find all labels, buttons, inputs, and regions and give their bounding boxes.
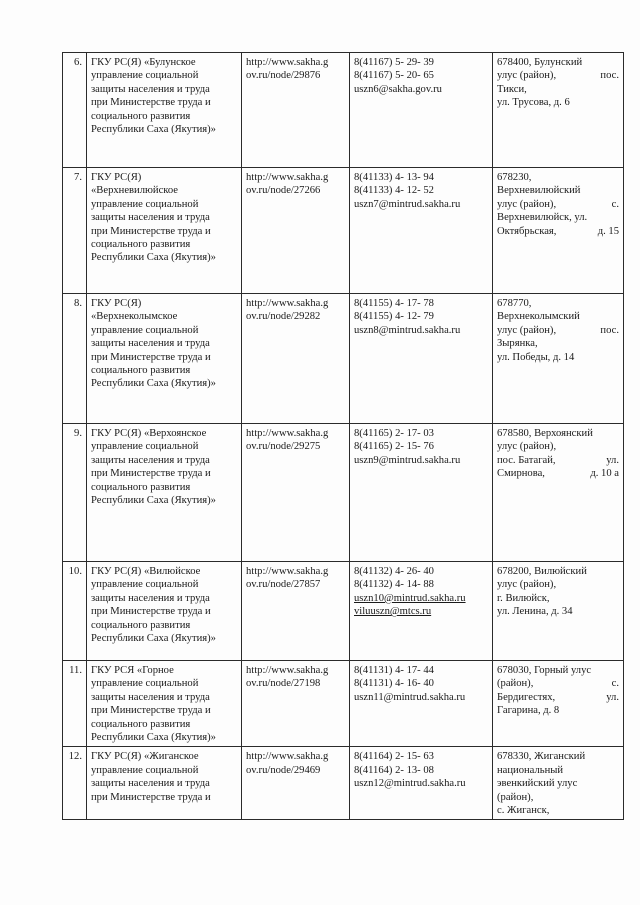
contacts-cell — [350, 168, 493, 294]
email-address: uszn12@mintrud.sakha.ru — [354, 778, 466, 790]
contacts-cell — [350, 661, 493, 747]
table-row — [63, 53, 624, 168]
phone-number: 8(41131) 4- 16- 40 — [354, 678, 434, 690]
website-link: http://www.sakha.g — [246, 428, 329, 439]
phone-number: 8(41165) 2- 17- 03 — [354, 428, 434, 439]
contacts-cell — [350, 747, 493, 820]
email-address: uszn9@mintrud.sakha.ru — [354, 454, 461, 466]
row-number: 9. — [63, 424, 87, 562]
website-cell: http://www.sakha.g ov.ru/node/29282 — [242, 294, 350, 424]
contacts-cell — [350, 294, 493, 424]
row-number: 10. — [63, 562, 87, 661]
table-row — [63, 294, 624, 424]
phone-number: 8(41155) 4- 12- 79 — [354, 311, 434, 323]
row-number: 8. — [63, 294, 87, 424]
institution-name-cell: ГКУ РС(Я) «Верхневилюйское управление социальной защиты населения и труда при Министерстве труда и социального развития Республики Саха (Якутия)» — [87, 168, 242, 294]
phone-number: 8(41132) 4- 14- 88 — [354, 579, 434, 591]
email-address: uszn8@mintrud.sakha.ru — [354, 324, 461, 336]
table-row — [63, 747, 624, 820]
table-row — [63, 168, 624, 294]
table-row — [63, 562, 624, 661]
website-cell: http://www.sakha.g ov.ru/node/29876 — [242, 53, 350, 168]
website-link: http://www.sakha.g — [246, 57, 329, 68]
website-cell: http://www.sakha.g ov.ru/node/27198 — [242, 661, 350, 747]
phone-number: 8(41131) 4- 17- 44 — [354, 665, 434, 676]
institution-name-cell: ГКУ РС(Я) «Верхнеколымское управление социальной защиты населения и труда при Министерстве труда и социального развития Республики Саха (Якутия)» — [87, 294, 242, 424]
row-number: 12. — [63, 747, 87, 820]
email-address: viluuszn@mtcs.ru — [354, 606, 432, 618]
phone-number: 8(41133) 4- 13- 94 — [354, 172, 434, 183]
institutions-table — [62, 52, 624, 820]
website-cell: http://www.sakha.g ov.ru/node/29275 — [242, 424, 350, 562]
institution-name-cell: ГКУ РС(Я) «Булунское управление социальной защиты населения и труда при Министерстве труда и социального развития Республики Саха (Якутия)» — [87, 53, 242, 168]
row-number: 6. — [63, 53, 87, 168]
institution-name-cell: ГКУ РС(Я) «Верхоянское управление социальной защиты населения и труда при Министерстве труда и социального развития Республики Саха (Якутия)» — [87, 424, 242, 562]
phone-number: 8(41133) 4- 12- 52 — [354, 185, 434, 197]
email-address: uszn10@mintrud.sakha.ru — [354, 592, 466, 604]
address-cell: 678770, Верхнеколымский улус (район), пос. Зырянка, ул. Победы, д. 14 — [493, 294, 624, 424]
website-cell: http://www.sakha.g ov.ru/node/27266 — [242, 168, 350, 294]
address-cell: 678030, Горный улус (район), с. Бердигестях, ул. Гагарина, д. 8 — [493, 661, 624, 747]
institution-name-cell: ГКУ РС(Я) «Жиганское управление социальной защиты населения и труда при Министерстве труда и — [87, 747, 242, 820]
phone-number: 8(41132) 4- 26- 40 — [354, 566, 434, 577]
contacts-cell — [350, 53, 493, 168]
website-cell: http://www.sakha.g ov.ru/node/27857 — [242, 562, 350, 661]
phone-number: 8(41165) 2- 15- 76 — [354, 441, 434, 453]
phone-number: 8(41164) 2- 13- 08 — [354, 764, 434, 776]
table-row — [63, 424, 624, 562]
website-cell: http://www.sakha.g ov.ru/node/29469 — [242, 747, 350, 820]
email-address: uszn6@sakha.gov.ru — [354, 83, 442, 95]
institution-name-cell: ГКУ РС(Я) «Вилюйское управление социальной защиты населения и труда при Министерстве труда и социального развития Республики Саха (Якутия)» — [87, 562, 242, 661]
phone-number: 8(41167) 5- 29- 39 — [354, 57, 434, 68]
phone-number: 8(41164) 2- 15- 63 — [354, 751, 434, 763]
address-cell: 678230, Верхневилюйский улус (район), с. Верхневилюйск, ул. Октябрьская, д. 15 — [493, 168, 624, 294]
phone-number: 8(41167) 5- 20- 65 — [354, 70, 434, 82]
row-number: 7. — [63, 168, 87, 294]
email-address: uszn11@mintrud.sakha.ru — [354, 691, 466, 703]
website-link: http://www.sakha.g — [246, 298, 329, 309]
website-link: http://www.sakha.g — [246, 665, 329, 676]
contacts-cell — [350, 562, 493, 661]
address-cell: 678400, Булунский улус (район), пос. Тикси, ул. Трусова, д. 6 — [493, 53, 624, 168]
website-link: http://www.sakha.g — [246, 172, 329, 183]
website-link: http://www.sakha.g — [246, 751, 329, 763]
address-cell: 678580, Верхоянский улус (район), пос. Батагай, ул. Смирнова, д. 10 а — [493, 424, 624, 562]
table-row — [63, 661, 624, 747]
address-cell: 678200, Вилюйский улус (район), г. Вилюйск, ул. Ленина, д. 34 — [493, 562, 624, 661]
address-cell: 678330, Жиганский национальный эвенкийский улус (район), с. Жиганск, — [493, 747, 624, 820]
website-link: http://www.sakha.g — [246, 566, 329, 577]
contacts-cell — [350, 424, 493, 562]
institution-name-cell: ГКУ РСЯ «Горное управление социальной защиты населения и труда при Министерстве труда и социального развития Республики Саха (Якутия)» — [87, 661, 242, 747]
row-number: 11. — [63, 661, 87, 747]
email-address: uszn7@mintrud.sakha.ru — [354, 198, 461, 210]
phone-number: 8(41155) 4- 17- 78 — [354, 298, 434, 309]
